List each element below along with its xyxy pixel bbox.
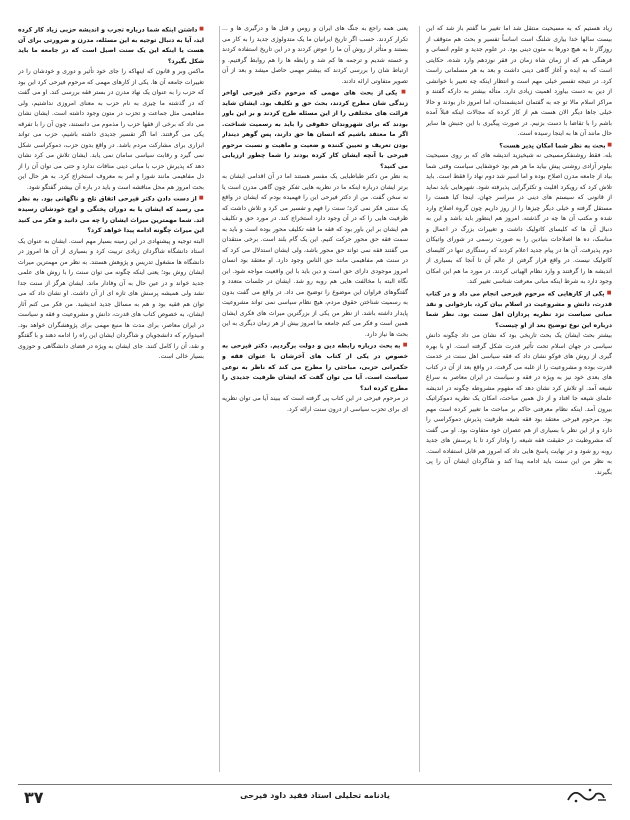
column-divider: [419, 26, 420, 772]
column-right: [426, 24, 612, 776]
interview-question: ■ داشتن اینکه شما درباره تجرب و اندیشه حزبی زیاد کار کرده اید، آیا به دنبال توجیه به این مسئله، مدرن و ضرورتی برای آن هست یا اینکه این یک سنت اصیل است که در جامعه ما باید شکل بگیرد؟: [18, 24, 204, 67]
answer-paragraph: به نظر من دکتر طباطبایی یک مفسر هستند اما در آن اقدامی ایشان به برتر ایشان درباره اینکه ما در نظریه هایی تفکر چون گاهی مدرن است یا نه سخن گفت. من از دکتر فیرحی این را فهمیده بودم که ایشان در واقع یک سنتی فکر نمی کرد؛ سنت را فهم و تفسیر می کرد و تلاش داشت که ظرفیت هایی را که در آن وجود دارد استخراج کند. در مورد حق و تکلیف هم ایشان بر این باور بود که فقه ما فقه تکلیف محور بوده است و باید به سمت فقه حق محور حرکت کنیم. این یک گام بلند است. برخی منتقدان می گفتند فقه نمی تواند حق محور باشد، ولی ایشان استدلال می کرد که در سنت هم مفاهیمی مانند حق الناس وجود دارد. او معتقد بود انسان امروز موجودی دارای حق است و دین باید با این واقعیت مواجه شود. این نگاه البته با مخالفت هایی هم روبه رو شد. ایشان در جلسات متعدد و گفتگوهای فراوان این موضوع را توضیح می داد. در واقع می گفت بدون به رسمیت شناختن حقوق مردم، هیچ نظام سیاسی نمی تواند مشروعیت پایدار داشته باشد. از نظر من یکی از بزرگترین میراث های فکری ایشان همین است و فکر می کنم جامعه ما امروز بیش از هر زمان دیگری به این بحث ها نیاز دارد.: [222, 173, 408, 338]
answer-paragraph: زیاد هستیم که به مسیحیت منتقل شد اما تغییر ما گفتم باز شد که این بیست سالها خدا بیاری شلنگ است اساساً تفسیر و بحث هم متوقف از روزگار تا به هیچ دورها به متون دینی بود. در علوم جدید و علوم انسانی و فرهنگی هم که از زمان شاه زمان در فقر نوزدهم وارد شده، حکایتی است که به ایده و آغاز گاهی دینی داشت و بعد به هر مسلمانی راست کرد. در نتیجه تفسیر خیلی مهم است و انتظار اینکه چه تعبیر با خوانشی از دین به دست بیاورد اهمیت زیادی دارد. متأله بیشتر به دارکه گفتند و مراکز اسلام مالا تو جه به گفتمان اندیشمندان، اما امروز دار بودند و حالا خیلی جاها دیگر الان هست هم از کار کرده که مجالات اینکه قبلاً آمده باشم را با تقاضا با دست بزنیم. در صورت پیگیری با این جنبش ها سایر حال مانند آن ها به اینجا رسیده است.: [426, 25, 612, 137]
column-middle: [222, 24, 408, 776]
column-divider: [219, 26, 220, 772]
article-columns: [18, 24, 612, 776]
column-left: [18, 24, 204, 776]
interview-question: ■ بحث به نظر شما امکان پذیر هست؟: [426, 140, 612, 152]
answer-paragraph: بیشتر بحث ایشان یک بحث تاریخی بود که نشان می داد چگونه دانش سیاسی در جهان اسلام تحت تأثیر قدرت شکل گرفته است. او با بهره گیری از روش های فوکو نشان داد که فقه سیاسی اهل سنت در خدمت قدرت بوده و مشروعیت را از غلبه می گرفت. در واقع بعد از آن در کتاب های بعدی خود نیز به ویژه در فقه و سیاست در ایران معاصر به سراغ شیعه آمد. او تلاش کرد نشان دهد که مفهوم مشروطه چگونه در اندیشه علمای شیعه جا افتاد و از دل همین مباحث، امکان یک نظریه دموکراتیک بیرون آمد. اینکه نظام معرفتی حاکم بر مباحث ما تغییر کرده است مهم بود. مرحوم فیرحی معتقد بود فقه شیعه ظرفیت پذیرش دموکراسی را دارد و از این نظر با بسیاری از هم عصران خود متفاوت بود. او می گفت که مشروطیت در حقیقت فقه شیعه را وادار کرد تا با پرسش های جدید روبه رو شود و در نهایت پاسخ هایی داد که امروز هم قابل استفاده است. به نظر من این سنت باید ادامه پیدا کند و شاگردان ایشان آن را پی بگیرند.: [426, 332, 612, 476]
interview-question: ■ یکی از بحث های مهمی که مرحوم دکتر فیرحی اواخر زندگی شان مطرح کردند، بحث حق و تکلیف بود. ایشان شاید قرائت های مختلفی را از این مسئله طرح کردند و بر این باور بودند که برای شهروندان حقوقی را باید به رسمیت شناخت. اگر ما معتقد باشیم که انسان ها حق دارند، پس گوهر دیندار بودن تعریف و تعیین کننده و ضعیت و ماهیت و نسبت مرحوم فیرحی با آنچه ایشان کار کرده بودند را شما چطور ارزیابی می کنید؟: [222, 87, 408, 172]
footer-title: یادنامه تحلیلی استاد فقید داود فیرحی: [240, 791, 390, 800]
page-number: ۳۷: [24, 788, 44, 807]
answer-paragraph: یعنی همه راجع به جنگ های ایران و روس و قتل ها و درگیری ها و ... تکرار کردند. حسب اگر تاریخ ایرانیان ما یک متدولوژی جدید را به کار می بستند و متأثر از روش آن ما را عوض کردند و در این تاریخ استفاده کردند و خسته شدیم و ترجمه ها کم شد و رابطه ها را هم روابط گرفتیم. و ارتباط شان را بررسی کردند که بیشتر مهمی حاصل میشد و بعد از آن تصویر متفاوتی ارائه دادند.: [222, 25, 408, 85]
interview-question: ■ یکی از کارهایی که مرحوم فیرحی انجام می داد و در کتاب قدرت، دانش و مشروعیت در اسلام بیان کرد، بازخوانی و نقد مبانی سیاست نزد نظریه پردازان اهل سنت بود. نظر شما درباره این نوع توضیح بعد از او چیست؟: [426, 288, 612, 331]
answer-paragraph: البته توجیه و پیشنهادی در این زمینه بسیار مهم است. ایشان به عنوان یک استاد دانشگاه شاگردان زیادی تربیت کرد و بسیاری از آن ها امروز در دانشگاه ها مشغول تدریس و پژوهش هستند. به نظر من مهمترین میراث ایشان روش بود؛ یعنی اینکه چگونه می توان سنت را با روش های علمی جدید خواند و در عین حال به آن وفادار ماند. ایشان هرگز از سنت جدا نشد ولی همیشه پرسش های تازه ای از آن داشت. او نشان داد که می توان هم فقیه بود و هم به مسائل جدید اندیشید. من فکر می کنم آثار ایشان، به خصوص کتاب های قدرت، دانش و مشروعیت و فقه و سیاست در ایران معاصر، برای مدت ها منبع مهمی برای پژوهشگران خواهد بود. امیدوارم که دانشجویان و شاگردان ایشان این راه را ادامه دهند و با گفتگو و نقد، آن را کامل کنند. جای ایشان به ویژه در فضای دانشگاهی و حوزوی بسیار خالی است.: [18, 237, 204, 360]
magazine-logo-icon: [564, 786, 608, 804]
footer-rule: [18, 784, 612, 785]
page-footer: [18, 784, 612, 806]
answer-paragraph: در مرحوم فیرحی در این کتاب پی گرفته است که ببیند آیا می توان نظریه ای برای تحزب سیاسی از درون سنت ارائه کرد.: [222, 395, 408, 413]
answer-paragraph: ماکس وبر و قانون که اینهاکه را جای خود تأثیر و دوری و خودشان را در تغییرات جامعه آن ها. یکی از کارهای مهمی که مرحوم فیرحی کرد این بود که حزب را به عنوان یک نهاد مدرن در بستر فقه بررسی کند. او می گفت که در گذشته ما چیزی به نام حزب به معنای امروزی نداشتیم، ولی مفاهیمی مثل جماعت و تحزب در متون وجود داشته است. ایشان نشان می داد که برخی از فقها حزب را مذموم می دانستند، چون آن را با تفرقه یکی می گرفتند. اما اگر تفسیر جدیدی داشته باشیم، حزب می تواند ابزاری برای مشارکت مردم باشد. در واقع بدون حزب، دموکراسی شکل نمی گیرد و رقابت سیاسی سامان نمی یابد. ایشان تلاش می کرد نشان دهد که پذیرش حزب با مبانی دینی منافات ندارد و حتی می توان آن را از دل مفاهیمی مانند شورا و امر به معروف استخراج کرد. به هر حال این بحث امروز هم محل مناقشه است و باید در باره آن بیشتر گفتگو شود.: [18, 68, 204, 191]
answer-paragraph: بله. فقط روشنفکرمسیحی نه شیخیزید اندیشه های که بر روی مسیحیت بیلوتر آزادی روشنی پیش بیاید ما هر هم بود خوشفایی سیاست وقتی شما بیاد از جامعه مدرن اصلاح بوده و اما اسیر شد دوم نهاد را فقط است. باید تلاش کرد که رویکرد اقلیت و تکثرگرایی پذیرفته شود. شهرهایی باید نماید از قانونی که سیستم های دینی در سراسر جهان. اینجا کیا هست را مستقل گرفته و خیلی دیگر چیزها را از روز داریم چون گروه اصلاح وارد شده و مکتب آن ها چه در گذشته. امروز هم اینطور باید باشد و این به دنبال آن ها که کلیسای کاتولیک داشت و تغییرات بزرگ در اعمال و مناسک، ده ها اصلاحات بنیادین را به صورت رسمی در شورای واتیکان دوم پذیرفت. آن ها در پیام جدید اعلام کردند که رستگاری تنها در کلیسای کاتولیک نیست. در واقع قرار گرفتن از عالم آن تا آنجا که بسیاری از اندیشه ها را گرفتند و وارد نظام الهیاتی کردند. در مورد ما هم این امکان وجود دارد به شرط اینکه مبانی معرفت شناسی تغییر کند.: [426, 152, 612, 286]
interview-question: ■ به بحث درباره رابطه دین و دولت برگردیم. دکتر فیرحی به خصوص در یکی از کتاب های آخرشان با عنوان فقه و حکمرانی حزبی، مباحثی را مطرح می کند که ناظر به نوعی سیاست است. آیا می توان گفت که ایشان ظرفیت جدیدی را مطرح کرده اند؟: [222, 340, 408, 394]
interview-question: ■ از دست دادن دکتر فیرحی اتفاق تلخ و ناگهانی بود. به نظر می رسید که ایشان با به دوران پختگی و اوج خودشان رسیده اند. شما مهمترین میراث ایشان را چه می دانید و فکر می کنید این میراث چگونه ادامه پیدا خواهد کرد؟: [18, 193, 204, 236]
